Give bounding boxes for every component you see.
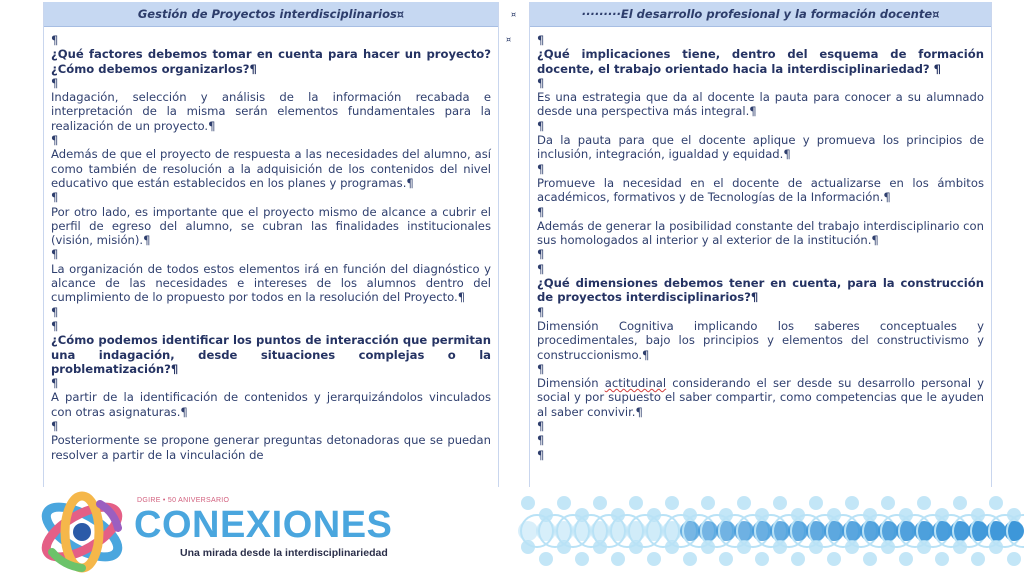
- pattern-dot: [521, 496, 535, 510]
- pattern-dot: [701, 496, 715, 510]
- anniversary-label: DGIRE • 50 ANIVERSARIO: [137, 497, 230, 504]
- pattern-dot: [647, 552, 661, 566]
- paragraph-mark: ¶: [51, 75, 59, 90]
- left-column-body: [44, 27, 498, 462]
- paragraph-mark: ¶: [537, 247, 545, 262]
- pattern-dot: [539, 552, 553, 566]
- pattern-dot: [809, 496, 823, 510]
- paragraph-mark: ¶: [51, 376, 59, 391]
- pattern-dot: [899, 552, 913, 566]
- right-column-header: ·········El desarrollo profesional y la formación docente¤: [530, 2, 991, 27]
- pattern-dot: [683, 552, 697, 566]
- pattern-dot: [557, 496, 571, 510]
- pattern-dot: [917, 496, 931, 510]
- pattern-dot: [773, 496, 787, 510]
- pattern-dot: [863, 552, 877, 566]
- brand-subtitle: Una mirada desde la interdisciplinariedad: [180, 547, 388, 559]
- paragraph-mark: ¶: [537, 261, 545, 276]
- pattern-dot: [665, 496, 679, 510]
- colorful-knot-icon: [34, 490, 130, 574]
- paragraph: Promueve la necesidad en el docente de actualizarse en los ámbitos académicos, formativos y de Tecnologías de la Información.¶: [537, 175, 984, 205]
- paragraph-mark: ¶: [537, 419, 545, 434]
- decorative-pattern: [514, 487, 1024, 576]
- paragraph-mark: ¶: [537, 447, 545, 462]
- pattern-dot: [575, 552, 589, 566]
- paragraph: Dimensión Cognitiva implicando los saberes conceptuales y procedimentales, bajo los principios y elementos del constructivismo y construccionismo.¶: [537, 318, 984, 362]
- paragraph-mark: ¶: [537, 75, 545, 90]
- question-heading: ¿Cómo podemos identificar los puntos de interacción que permitan una indagación, desde situaciones complejas o la problematización?¶: [51, 333, 491, 376]
- paragraph-mark: ¶: [537, 33, 545, 47]
- paragraph-mark: ¶: [51, 419, 59, 434]
- paragraph-mark: ¶: [537, 204, 545, 219]
- brand-title: CONEXIONES: [134, 504, 393, 546]
- paragraph-text: considerando el ser desde su desarrollo personal y social y por supuesto el saber compartir, como competencias que le ayuden al saber convivir.¶: [537, 376, 985, 419]
- pattern-dot: [719, 552, 733, 566]
- left-column-header: Gestión de Proyectos interdisciplinarios¤: [44, 2, 498, 27]
- pattern-dot: [791, 552, 805, 566]
- pattern-dot: [629, 496, 643, 510]
- cell-end-mark: ¤: [511, 10, 517, 19]
- paragraph-mark: ¶: [537, 361, 545, 376]
- pattern-dot: [1007, 552, 1021, 566]
- paragraph: Además de generar la posibilidad constante del trabajo interdisciplinario con sus homologados al interior y al exterior de la institución.¶: [537, 218, 984, 248]
- paragraph: Además de que el proyecto de respuesta a las necesidades del alumno, así como también de resolución a la adquisición de los contenidos del nivel educativo que están establecidos en los planes y programas.¶: [51, 147, 491, 190]
- paragraph: Por otro lado, es importante que el proyecto mismo de alcance a cubrir el perfil de egreso del alumno, se cubran las finalidades institucionales (visión, misión).¶: [51, 204, 491, 248]
- pattern-dot: [971, 552, 985, 566]
- left-column: [43, 2, 499, 487]
- pattern-dot: [989, 496, 1003, 510]
- spellcheck-word[interactable]: actitudinal: [604, 376, 667, 391]
- pattern-dot: [755, 552, 769, 566]
- right-column-body: [530, 27, 991, 462]
- paragraph: La organización de todos estos elementos irá en función del diagnóstico y alcance de las necesidades e intereses de los alumnos dentro del cumplimiento de lo propuesto por todos en la resolución del Proyecto.¶: [51, 261, 491, 305]
- paragraph-mark: ¶: [537, 433, 545, 448]
- pattern-dot: [953, 496, 967, 510]
- cell-end-mark: ¤: [506, 35, 512, 44]
- pattern-dot: [593, 496, 607, 510]
- paragraph-mark: ¶: [537, 161, 545, 176]
- pattern-dot: [935, 552, 949, 566]
- pattern-dot: [881, 496, 895, 510]
- question-heading: ¿Qué implicaciones tiene, dentro del esquema de formación docente, el trabajo orientado hacia la interdisciplinariedad? ¶: [537, 47, 984, 76]
- paragraph-text: Dimensión: [537, 376, 605, 391]
- paragraph: Indagación, selección y análisis de la información recabada e interpretación de la misma serán elementos fundamentales para la realización de un proyecto.¶: [51, 90, 491, 133]
- paragraph: A partir de la identificación de contenidos y jerarquizándolos vinculados con otras asignaturas.¶: [51, 390, 491, 419]
- paragraph-mark: ¶: [51, 190, 59, 205]
- paragraph: [537, 376, 984, 419]
- paragraph: Es una estrategia que da al docente la pauta para conocer a su alumnado desde una perspectiva más integral.¶: [537, 90, 984, 119]
- right-column: [529, 2, 992, 487]
- paragraph-mark: ¶: [51, 318, 59, 333]
- pattern-dot: [611, 552, 625, 566]
- question-heading: ¿Qué factores debemos tomar en cuenta para hacer un proyecto? ¿Cómo debemos organizarlos?¶: [51, 47, 491, 76]
- paragraph: Posteriormente se propone generar preguntas detonadoras que se puedan resolver a partir de la vinculación de: [51, 433, 491, 462]
- paragraph-mark: ¶: [537, 118, 545, 133]
- pattern-dot: [845, 496, 859, 510]
- paragraph-mark: ¶: [537, 304, 545, 319]
- pattern-dot: [737, 496, 751, 510]
- paragraph-mark: ¶: [51, 33, 59, 47]
- pattern-dot: [827, 552, 841, 566]
- paragraph: Da la pauta para que el docente aplique y promueva los principios de inclusión, integración, igualdad y equidad.¶: [537, 133, 984, 162]
- question-heading: ¿Qué dimensiones debemos tener en cuenta, para la construcción de proyectos interdisciplinarios?¶: [537, 276, 984, 305]
- paragraph-mark: ¶: [51, 304, 59, 319]
- paragraph-mark: ¶: [51, 133, 59, 148]
- paragraph-mark: ¶: [51, 247, 59, 262]
